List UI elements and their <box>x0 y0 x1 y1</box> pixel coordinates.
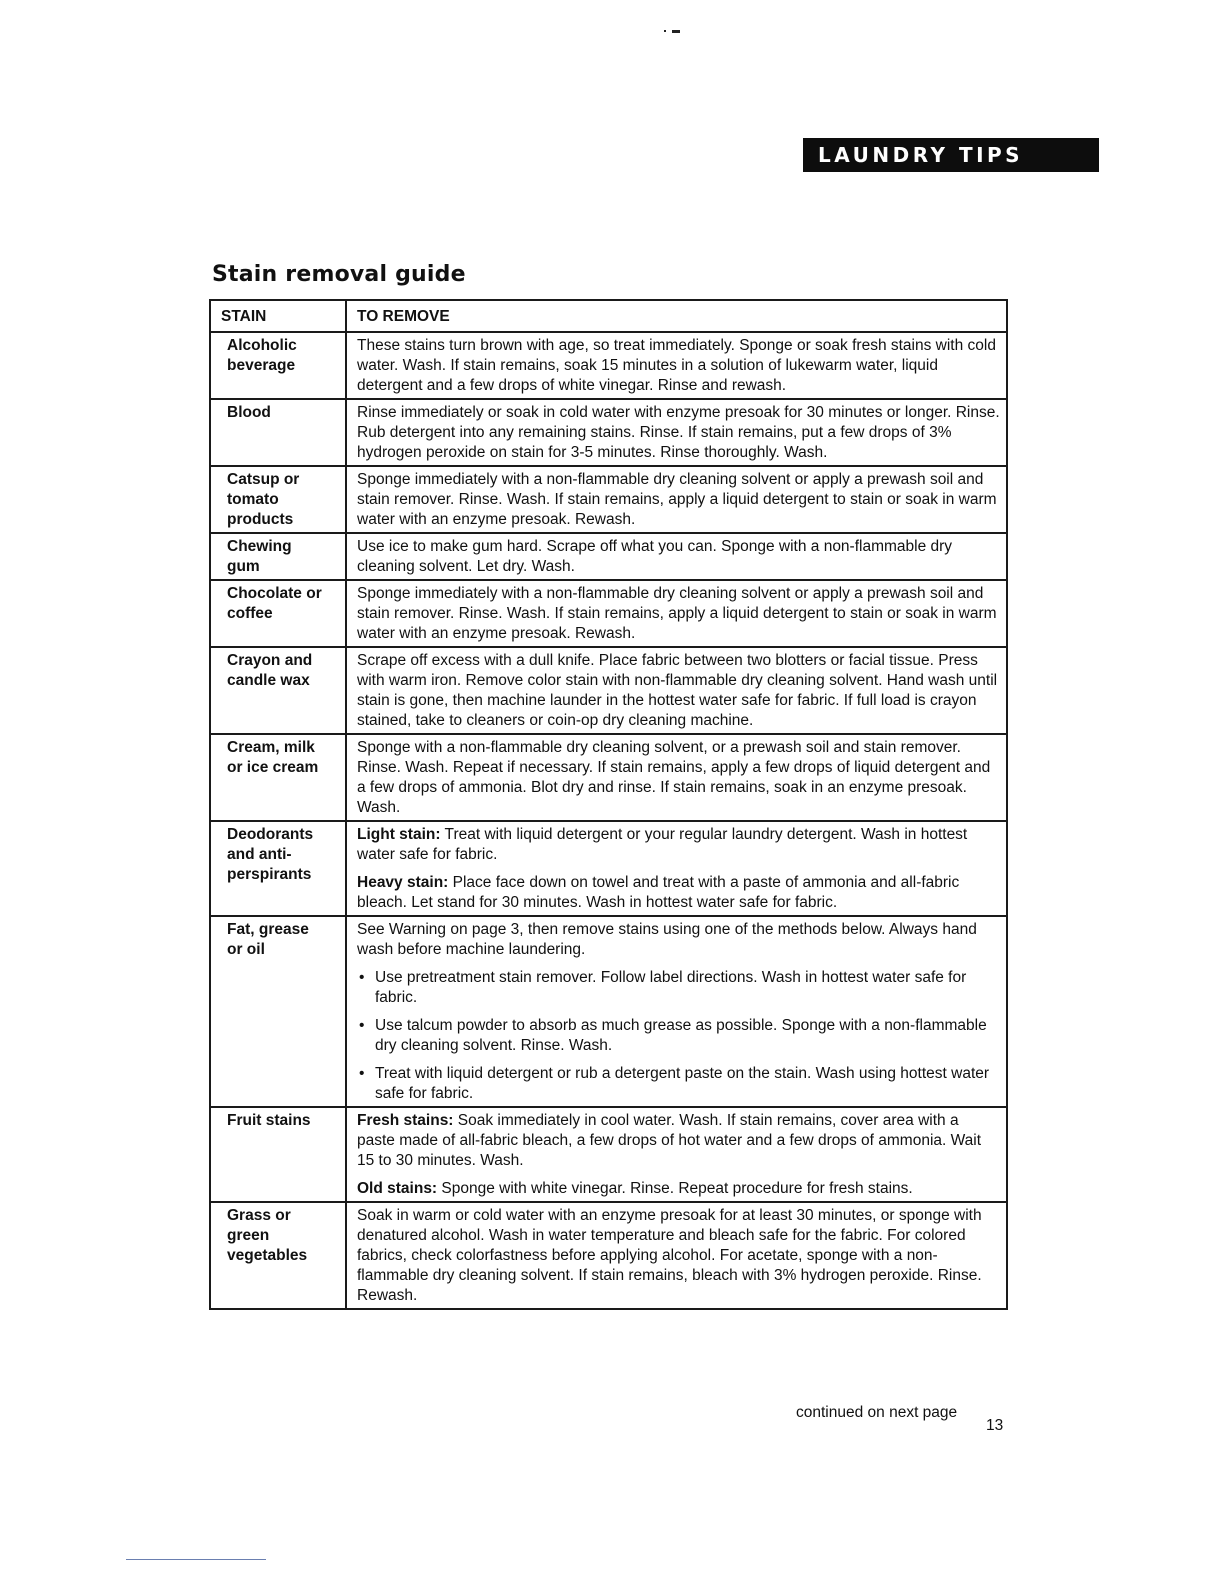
stain-name <box>210 399 346 466</box>
table-row <box>210 821 1007 916</box>
stain-name-line: candle wax <box>227 672 310 689</box>
instruction-text: Rinse immediately or soak in cold water with enzyme presoak for 30 minutes or longer. Rinse. Rub detergent into any remaining stains. Rinse. If stain remains, put a few drops of 3% hydrogen peroxide on stain for 3-5 minutes. Rinse thoroughly. Wash. <box>357 404 1000 461</box>
page-title: Stain removal guide <box>212 262 466 287</box>
instruction-paragraph <box>357 738 1000 818</box>
instruction-text: Soak in warm or cold water with an enzyme presoak for at least 30 minutes, or sponge with denatured alcohol. Wash in water temperature and bleach safe for the fabric. For colored fabrics, check colorfastness before applying alcohol. For acetate, sponge with a non-flammable dry cleaning solvent. If stain remains, bleach with 3% hydrogen peroxide. Rinse. Rewash. <box>357 1207 982 1304</box>
instruction-paragraph <box>357 403 1000 463</box>
instruction-paragraph <box>357 1206 1000 1306</box>
removal-instructions <box>346 1107 1007 1202</box>
instruction-paragraph <box>357 470 1000 530</box>
stain-name-line: or ice cream <box>227 759 319 776</box>
column-header-to-remove: TO REMOVE <box>346 300 1007 332</box>
stain-name <box>210 647 346 734</box>
stain-name-line: gum <box>227 558 260 575</box>
stain-name-line: Chewing <box>227 538 292 555</box>
stain-name <box>210 821 346 916</box>
list-item-text: Treat with liquid detergent or rub a detergent paste on the stain. Wash using hottest water safe for fabric. <box>375 1065 990 1102</box>
instruction-text: Use ice to make gum hard. Scrape off what you can. Sponge with a non-flammable dry cleaning solvent. Let dry. Wash. <box>357 538 953 575</box>
stain-removal-table <box>209 299 1008 1310</box>
stain-name <box>210 580 346 647</box>
instruction-text: Soak immediately in cool water. Wash. If stain remains, cover area with a paste made of all-fabric bleach, a few drops of hot water and a few drops of ammonia. Wait 15 to 30 minutes. Wash. <box>357 1112 982 1169</box>
scan-mark <box>664 28 684 34</box>
table-row <box>210 332 1007 399</box>
stain-name <box>210 1202 346 1309</box>
removal-instructions <box>346 533 1007 580</box>
divider <box>126 1559 266 1560</box>
instruction-paragraph <box>357 1111 1000 1171</box>
stain-name-line: Deodorants <box>227 826 314 843</box>
table-row <box>210 466 1007 533</box>
list-item <box>357 1016 1000 1056</box>
stain-name-line: Blood <box>227 404 271 421</box>
page-number: 13 <box>986 1417 1004 1434</box>
instruction-list <box>357 968 1000 1104</box>
table-row <box>210 533 1007 580</box>
removal-instructions <box>346 466 1007 533</box>
section-banner: LAUNDRY TIPS <box>803 138 1099 172</box>
instruction-text: Sponge immediately with a non-flammable dry cleaning solvent or apply a prewash soil and stain remover. Rinse. Wash. If stain remains, apply a liquid detergent to stain or soak in warm water with an enzyme presoak. Rewash. <box>357 585 997 642</box>
stain-name-line: beverage <box>227 357 296 374</box>
instruction-text: Sponge with white vinegar. Rinse. Repeat procedure for fresh stains. <box>437 1180 913 1197</box>
bullet-icon: • <box>359 1017 365 1034</box>
table-row <box>210 916 1007 1107</box>
stain-name-line: Fruit stains <box>227 1112 311 1129</box>
list-item <box>357 968 1000 1008</box>
instruction-text: Place face down on towel and treat with a paste of ammonia and all-fabric bleach. Let stand for 30 minutes. Wash in hottest water safe for fabric. <box>357 874 960 911</box>
stain-name-line: Alcoholic <box>227 337 297 354</box>
instruction-lead: Heavy stain: <box>357 874 449 891</box>
table-row <box>210 1107 1007 1202</box>
instruction-paragraph <box>357 825 1000 865</box>
bullet-icon: • <box>359 1065 365 1082</box>
stain-name-line: Chocolate or <box>227 585 322 602</box>
stain-name-line: tomato <box>227 491 279 508</box>
table-row <box>210 734 1007 821</box>
stain-name-line: perspirants <box>227 866 312 883</box>
stain-name-line: products <box>227 511 294 528</box>
instruction-text: Sponge immediately with a non-flammable dry cleaning solvent or apply a prewash soil and stain remover. Rinse. Wash. If stain remains, apply a liquid detergent to stain or soak in warm water with an enzyme presoak. Rewash. <box>357 471 997 528</box>
stain-name <box>210 734 346 821</box>
instruction-lead: Old stains: <box>357 1180 438 1197</box>
stain-name <box>210 332 346 399</box>
stain-name <box>210 533 346 580</box>
stain-name-line: Grass or <box>227 1207 291 1224</box>
stain-name-line: Cream, milk <box>227 739 315 756</box>
stain-name-line: coffee <box>227 605 273 622</box>
removal-instructions <box>346 916 1007 1107</box>
table-header-row <box>210 300 1007 332</box>
instruction-paragraph <box>357 336 1000 396</box>
list-item-text: Use talcum powder to absorb as much grease as possible. Sponge with a non-flammable dry cleaning solvent. Rinse. Wash. <box>375 1017 987 1054</box>
removal-instructions <box>346 580 1007 647</box>
stain-name-line: Crayon and <box>227 652 313 669</box>
list-item <box>357 1064 1000 1104</box>
instruction-paragraph <box>357 873 1000 913</box>
removal-instructions <box>346 399 1007 466</box>
instruction-paragraph <box>357 537 1000 577</box>
table-row <box>210 1202 1007 1309</box>
stain-name <box>210 1107 346 1202</box>
instruction-text: Sponge with a non-flammable dry cleaning solvent, or a prewash soil and stain remover. Rinse. Wash. Repeat if necessary. If stain remains, apply a few drops of liquid detergent and a few drops of ammonia. Blot dry and rinse. If stain remains, soak in an enzyme presoak. Wash. <box>357 739 991 816</box>
bullet-icon: • <box>359 969 365 986</box>
instruction-paragraph <box>357 584 1000 644</box>
stain-name <box>210 916 346 1107</box>
removal-instructions <box>346 734 1007 821</box>
stain-name-line: Fat, grease <box>227 921 309 938</box>
stain-name-line: vegetables <box>227 1247 308 1264</box>
column-header-stain: STAIN <box>210 300 346 332</box>
instruction-text: Treat with liquid detergent or your regular laundry detergent. Wash in hottest water safe for fabric. <box>357 826 968 863</box>
stain-name-line: and anti- <box>227 846 292 863</box>
instruction-text: Scrape off excess with a dull knife. Place fabric between two blotters or facial tissue. Press with warm iron. Remove color stain with non-flammable dry cleaning solvent. Hand wash until stain is gone, then machine launder in the hottest water safe for fabric. If full load is crayon stained, take to cleaners or coin-op dry cleaning machine. <box>357 652 998 729</box>
stain-name <box>210 466 346 533</box>
stain-name-line: or oil <box>227 941 265 958</box>
table-row <box>210 647 1007 734</box>
removal-instructions <box>346 647 1007 734</box>
removal-instructions <box>346 332 1007 399</box>
instruction-lead: Fresh stains: <box>357 1112 454 1129</box>
instruction-text: These stains turn brown with age, so treat immediately. Sponge or soak fresh stains with cold water. Wash. If stain remains, soak 15 minutes in a solution of lukewarm water, liquid detergent and a few drops of white vinegar. Rinse and rewash. <box>357 337 996 394</box>
instruction-paragraph <box>357 920 1000 960</box>
stain-name-line: green <box>227 1227 270 1244</box>
instruction-text: See Warning on page 3, then remove stains using one of the methods below. Always hand wash before machine laundering. <box>357 921 977 958</box>
continued-note: continued on next page <box>796 1404 958 1421</box>
list-item-text: Use pretreatment stain remover. Follow label directions. Wash in hottest water safe for fabric. <box>375 969 967 1006</box>
table-body <box>210 332 1007 1309</box>
instruction-paragraph <box>357 1179 1000 1199</box>
removal-instructions <box>346 821 1007 916</box>
table-row <box>210 399 1007 466</box>
stain-name-line: Catsup or <box>227 471 300 488</box>
instruction-lead: Light stain: <box>357 826 441 843</box>
instruction-paragraph <box>357 651 1000 731</box>
table-row <box>210 580 1007 647</box>
removal-instructions <box>346 1202 1007 1309</box>
